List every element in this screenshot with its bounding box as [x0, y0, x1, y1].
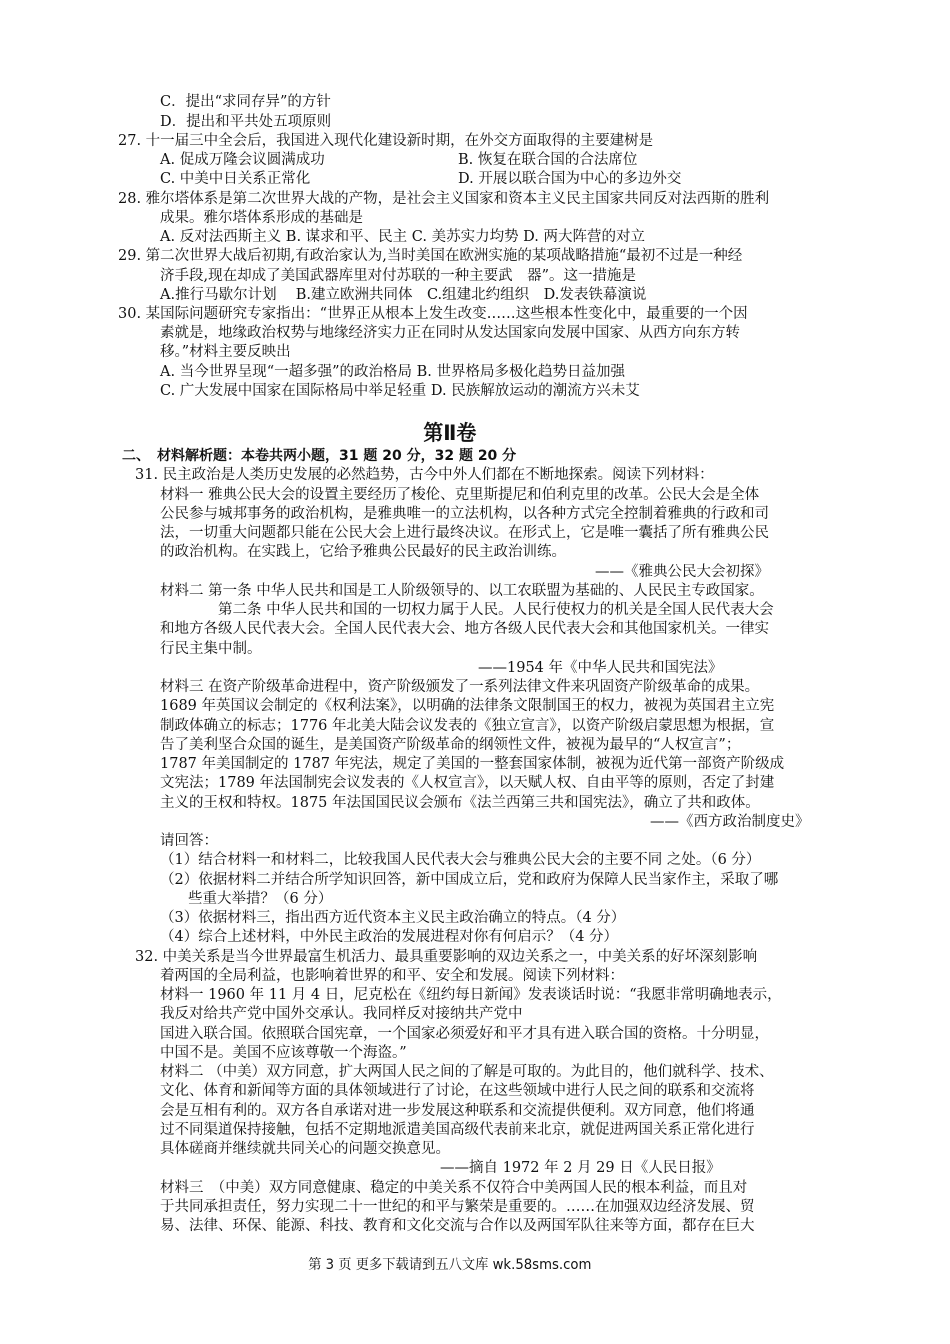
q31-material3-line7: 主义的王权和特权。1875 年法国国民议会颁布《法兰西第三共和国宪法》，确立了共和政体。: [160, 795, 760, 811]
q32-intro-line1: 32. 中美关系是当今世界最富生机活力、最具重要影响的双边关系之一，中美关系的好坏深刻影响: [135, 949, 758, 965]
q30-options-line2: C. 广大发展中国家在国际格局中举足轻重 D. 民族解放运动的潮流方兴未艾: [160, 383, 640, 399]
q31-question3: （3）依据材料三，指出西方近代资本主义民主政治确立的特点。（4 分）: [160, 910, 626, 926]
q31-material3-line4: 告了美利坚合众国的诞生，是美国资产阶级革命的纲领性文件，被视为最早的“人权宣言”；: [160, 737, 741, 753]
q31-material2-line1: 材料二 第一条 中华人民共和国是工人阶级领导的、以工农联盟为基础的、人民民主专政国家。: [160, 583, 764, 599]
q31-material3-line5: 1787 年美国制定的 1787 年宪法，规定了美国的一整套国家体制，被视为近代第一部资产阶级成: [160, 756, 785, 772]
q31-material2-line3: 和地方各级人民代表大会。全国人民代表大会、地方各级人民代表大会和其他国家机关。一律实: [160, 621, 769, 637]
q28-options: A. 反对法西斯主义 B. 谋求和平、民主 C. 美苏实力均势 D. 两大阵营的对立: [160, 229, 646, 245]
q31-material3-line2: 1689 年英国议会制定的《权利法案》，以明确的法律条文限制国王的权力，被视为英国君主立宪: [160, 698, 775, 714]
part2-title: 第Ⅱ卷: [423, 421, 477, 445]
q31-question1: （1）结合材料一和材料二，比较我国人民代表大会与雅典公民大会的主要不同 之处。（6 分）: [160, 852, 761, 868]
q32-material3-line2: 于共同承担责任，努力实现二十一世纪的和平与繁荣是重要的。……在加强双边经济发展、贸: [160, 1199, 755, 1215]
q32-material2-line3: 会是互相有利的。双方各自承诺对进一步发展这种联系和交流提供便利。双方同意，他们将通: [160, 1103, 755, 1119]
q31-question2-line2: 些重大举措？（6 分）: [188, 891, 333, 907]
q28-stem-line1: 28. 雅尔塔体系是第二次世界大战的产物，是社会主义国家和资本主义民主国家共同反对法西斯的胜利: [118, 191, 770, 207]
q27-option-a: A. 促成万隆会议圆满成功: [160, 152, 325, 168]
q27-stem: 27. 十一届三中全会后，我国进入现代化建设新时期，在外交方面取得的主要建树是: [118, 133, 654, 149]
q26-option-d: D．提出和平共处五项原则: [160, 114, 332, 130]
q31-question4: （4）综合上述材料，中外民主政治的发展进程对你有何启示？（4 分）: [160, 929, 619, 945]
q32-material2-line2: 文化、体育和新闻等方面的具体领域进行了讨论，在这些领域中进行人民之间的联系和交流将: [160, 1083, 755, 1099]
q31-material2-line2: 第二条 中华人民共和国的一切权力属于人民。人民行使权力的机关是全国人民代表大会: [218, 602, 774, 618]
q31-material3-source: ——《西方政治制度史》: [650, 814, 810, 830]
q31-ask: 请回答：: [160, 833, 218, 849]
q32-material1-line3: 国进入联合国。依照联合国宪章，一个国家必须爱好和平才具有进入联合国的资格。十分明显，: [160, 1026, 769, 1042]
q27-option-c: C. 中美中日关系正常化: [160, 171, 311, 187]
q31-question2-line1: （2）依据材料二并结合所学知识回答，新中国成立后，党和政府为保障人民当家作主，采取了哪: [160, 872, 779, 888]
q32-material3-line3: 易、法律、环保、能源、科技、教育和文化交流与合作以及两国军队往来等方面，都存在巨大: [160, 1218, 755, 1234]
q31-material2-line4: 行民主集中制。: [160, 641, 262, 657]
q30-stem-line1: 30. 某国际问题研究专家指出：“世界正从根本上发生改变……这些根本性变化中，最重要的一个因: [118, 306, 748, 322]
q32-material2-line1: 材料二 （中美）双方同意，扩大两国人民之间的了解是可取的。为此目的，他们就科学、技术、: [160, 1064, 774, 1080]
q32-material2-source: ——摘自 1972 年 2 月 29 日《人民日报》: [440, 1160, 721, 1176]
q31-material1-line1: 材料一 雅典公民大会的设置主要经历了梭伦、克里斯提尼和伯利克里的改革。公民大会是全体: [160, 487, 760, 503]
q31-intro: 31. 民主政治是人类历史发展的必然趋势，古今中外人们都在不断地探索。阅读下列材料：: [135, 467, 714, 483]
q28-stem-line2: 成果。雅尔塔体系形成的基础是: [160, 210, 363, 226]
q30-stem-line2: 素就是，地缘政治权势与地缘经济实力正在同时从发达国家向发展中国家、从西方向东方转: [160, 325, 740, 341]
q31-material1-source: ——《雅典公民大会初探》: [595, 564, 769, 580]
q32-material2-line4: 过不同渠道保持接触，包括不定期地派遣美国高级代表前来北京，就促进两国关系正常化进行: [160, 1122, 755, 1138]
q29-stem-line2: 济手段,现在却成了美国武器库里对付苏联的一种主要武 器”。这一措施是: [160, 268, 637, 284]
q30-stem-line3: 移。”材料主要反映出: [160, 344, 291, 360]
q27-option-b: B. 恢复在联合国的合法席位: [458, 152, 638, 168]
q31-material3-line3: 制政体确立的标志；1776 年北美大陆会议发表的《独立宣言》，以资产阶级启蒙思想为根据，宣: [160, 718, 775, 734]
q26-option-c: C．提出“求同存异”的方针: [160, 94, 331, 110]
q29-stem-line1: 29. 第二次世界大战后初期,有政治家认为,当时美国在欧洲实施的某项战略措施“最初不过是一种经: [118, 248, 743, 264]
q32-material1-line4: 中国不是。美国不应该尊敬一个海盗。”: [160, 1045, 407, 1061]
section2-heading: 二、 材料解析题：本卷共两小题，31 题 20 分，32 题 20 分: [122, 448, 517, 464]
q31-material2-source: ——1954 年《中华人民共和国宪法》: [478, 660, 723, 676]
page-footer: 第 3 页 更多下载请到五八文库 wk.58sms.com: [308, 1257, 592, 1273]
q32-intro-line2: 着两国的全局利益，也影响着世界的和平、安全和发展。阅读下列材料：: [160, 968, 624, 984]
q31-material3-line6: 文宪法；1789 年法国制宪会议发表的《人权宣言》，以天赋人权、自由平等的原则，否定了封建: [160, 775, 775, 791]
q31-material1-line2: 公民参与城邦事务的政治机构，是雅典唯一的立法机构，以各种方式完全控制着雅典的行政和司: [160, 506, 769, 522]
q31-material3-line1: 材料三 在资产阶级革命进程中，资产阶级颁发了一系列法律文件来巩固资产阶级革命的成果。: [160, 679, 760, 695]
q31-material1-line3: 法，一切重大问题都只能在公民大会上进行最终决议。在形式上，它是唯一囊括了所有雅典公民: [160, 525, 769, 541]
q27-option-d: D. 开展以联合国为中心的多边外交: [458, 171, 682, 187]
q32-material2-line5: 具体磋商并继续就共同关心的问题交换意见。: [160, 1141, 450, 1157]
q29-options: A.推行马歇尔计划 B.建立欧洲共同体 C.组建北约组织 D.发表铁幕演说: [160, 287, 647, 303]
q32-material1-line2: 我反对给共产党中国外交承认。我同样反对接纳共产党中: [160, 1006, 523, 1022]
q31-material1-line4: 的政治机构。在实践上，它给予雅典公民最好的民主政治训练。: [160, 544, 566, 560]
q32-material1-line1: 材料一 1960 年 11 月 4 日，尼克松在《纽约每日新闻》发表谈话时说：“我愿非常明确地表示，: [160, 987, 782, 1003]
q32-material3-line1: 材料三 （中美）双方同意健康、稳定的中美关系不仅符合中美两国人民的根本利益，而且对: [160, 1180, 748, 1196]
q30-options-line1: A. 当今世界呈现“一超多强”的政治格局 B. 世界格局多极化趋势日益加强: [160, 364, 625, 380]
